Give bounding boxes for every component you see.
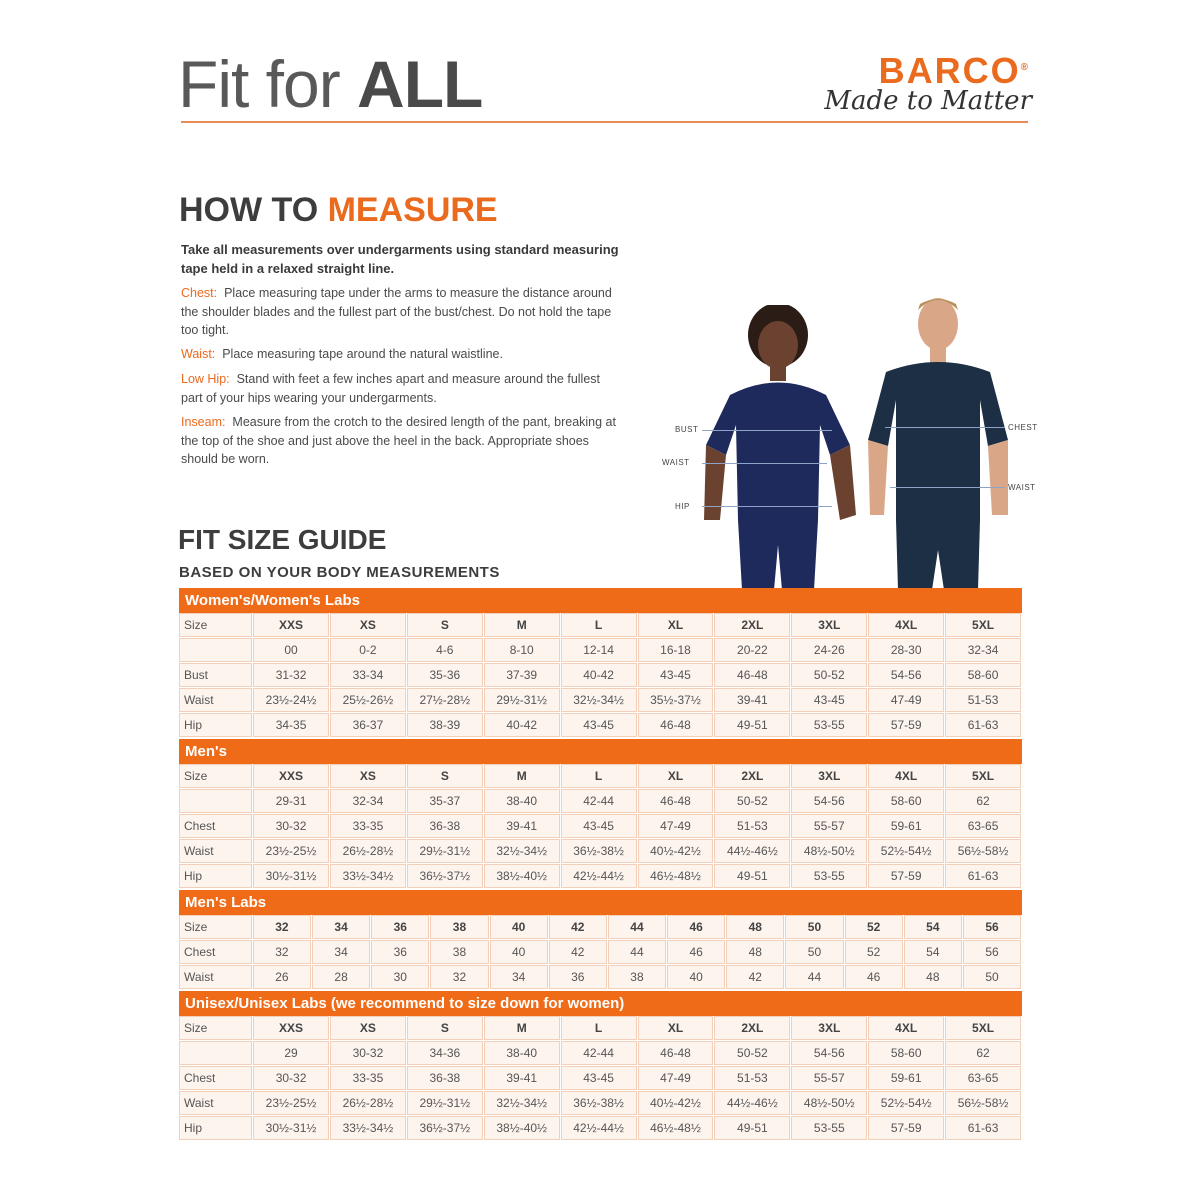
table-cell: 29½-31½ [484, 688, 560, 712]
table-cell: 49-51 [714, 713, 790, 737]
table-cell: 50 [785, 940, 843, 964]
table-cell: S [407, 1016, 483, 1040]
chest-instruction [181, 284, 621, 340]
table-cell: 54-56 [791, 1041, 867, 1065]
table-cell: 58-60 [945, 663, 1021, 687]
instruction-text: Stand with feet a few inches apart and measure around the fullest part of your hips wearing your undergarments. [181, 372, 601, 405]
table-cell: 53-55 [791, 713, 867, 737]
table-cell: 63-65 [945, 1066, 1021, 1090]
table-cell: 4-6 [407, 638, 483, 662]
title-divider [181, 121, 1028, 123]
table-cell: 61-63 [945, 864, 1021, 888]
table-cell: 42½-44½ [561, 864, 637, 888]
table-cell: 48 [726, 915, 784, 939]
waist-guide-line-left [702, 463, 827, 464]
table-cell: M [484, 764, 560, 788]
table-cell: 12-14 [561, 638, 637, 662]
heading-plain: HOW TO [179, 191, 319, 229]
table-row [179, 1041, 1022, 1066]
waist-instruction [181, 345, 621, 364]
table-cell: 61-63 [945, 1116, 1021, 1140]
table-cell: 44 [608, 915, 666, 939]
table-cell: XL [638, 613, 714, 637]
table-cell: 30½-31½ [253, 864, 329, 888]
table-cell: 34-35 [253, 713, 329, 737]
table-cell: 34 [312, 915, 370, 939]
table-cell: 38½-40½ [484, 864, 560, 888]
table-cell: 33-35 [330, 1066, 406, 1090]
table-cell: 39-41 [484, 1066, 560, 1090]
instruction-label: Low Hip: [181, 372, 230, 386]
row-label: Chest [179, 1066, 252, 1090]
row-label: Size [179, 764, 252, 788]
table-cell: 58-60 [868, 789, 944, 813]
table-cell: S [407, 764, 483, 788]
table-cell: 42 [549, 915, 607, 939]
row-label: Size [179, 1016, 252, 1040]
table-row [179, 839, 1022, 864]
table-cell: 24-26 [791, 638, 867, 662]
registered-mark: ® [1020, 62, 1030, 73]
table-cell: 52½-54½ [868, 839, 944, 863]
table-cell: 46-48 [714, 663, 790, 687]
table-cell: XS [330, 1016, 406, 1040]
table-cell: 54-56 [868, 663, 944, 687]
row-label: Bust [179, 663, 252, 687]
table-cell: 46-48 [638, 1041, 714, 1065]
size-section [179, 588, 1022, 738]
table-cell: 32½-34½ [484, 1091, 560, 1115]
table-cell: 53-55 [791, 1116, 867, 1140]
table-cell: XS [330, 613, 406, 637]
table-cell: 59-61 [868, 814, 944, 838]
table-cell: 48 [726, 940, 784, 964]
table-cell: 39-41 [484, 814, 560, 838]
woman-model-illustration [690, 305, 860, 590]
table-cell: 48½-50½ [791, 1091, 867, 1115]
table-cell: 2XL [714, 613, 790, 637]
table-cell: 00 [253, 638, 329, 662]
table-cell: 3XL [791, 764, 867, 788]
man-model-illustration [850, 290, 1020, 590]
section-header: Men's Labs [179, 890, 1022, 915]
waist-label-right: WAIST [1008, 483, 1036, 492]
table-cell: 30-32 [253, 1066, 329, 1090]
table-cell: 46 [667, 915, 725, 939]
table-cell: 54 [904, 940, 962, 964]
instruction-text: Measure from the crotch to the desired length of the pant, breaking at the top of the shoe and just above the heel in the back. Appropriate shoes should be worn. [181, 415, 616, 466]
table-row [179, 965, 1022, 990]
table-cell: 34-36 [407, 1041, 483, 1065]
table-cell: 32½-34½ [484, 839, 560, 863]
model-figures [650, 285, 1050, 590]
table-cell: 61-63 [945, 713, 1021, 737]
table-cell: 63-65 [945, 814, 1021, 838]
table-cell: 62 [945, 789, 1021, 813]
low-hip-instruction [181, 370, 621, 407]
table-cell: 44 [608, 940, 666, 964]
table-cell: 46-48 [638, 789, 714, 813]
table-cell: L [561, 764, 637, 788]
title-light: Fit for [178, 47, 340, 121]
table-cell: 52½-54½ [868, 1091, 944, 1115]
row-label: Chest [179, 814, 252, 838]
table-cell: 56 [963, 940, 1021, 964]
size-section [179, 991, 1022, 1141]
title-bold: ALL [357, 47, 483, 121]
table-cell: 36-38 [407, 1066, 483, 1090]
table-cell: 4XL [868, 1016, 944, 1040]
row-label: Size [179, 915, 252, 939]
table-cell: 36 [371, 915, 429, 939]
row-label [179, 1041, 252, 1065]
table-cell: 51-53 [714, 1066, 790, 1090]
table-cell: 43-45 [561, 814, 637, 838]
table-cell: 57-59 [868, 864, 944, 888]
table-cell: 56½-58½ [945, 1091, 1021, 1115]
table-cell: 25½-26½ [330, 688, 406, 712]
table-cell: 56½-58½ [945, 839, 1021, 863]
table-row [179, 764, 1022, 789]
table-cell: XXS [253, 1016, 329, 1040]
table-cell: M [484, 1016, 560, 1040]
measure-intro: Take all measurements over undergarments using standard measuring tape held in a relaxed straight line. [181, 242, 619, 276]
table-cell: 44½-46½ [714, 839, 790, 863]
hip-label: HIP [675, 502, 690, 511]
fit-size-guide-heading: FIT SIZE GUIDE [178, 524, 387, 555]
table-cell: 47-49 [638, 1066, 714, 1090]
instruction-text: Place measuring tape under the arms to measure the distance around the shoulder blades and the fullest part of the bust/chest. Do not hold the tape too tight. [181, 286, 612, 337]
table-cell: 49-51 [714, 1116, 790, 1140]
table-cell: 43-45 [791, 688, 867, 712]
table-cell: 51-53 [714, 814, 790, 838]
table-cell: 3XL [791, 1016, 867, 1040]
table-cell: 32 [253, 940, 311, 964]
table-cell: 2XL [714, 1016, 790, 1040]
table-cell: 23½-25½ [253, 1091, 329, 1115]
table-cell: 38½-40½ [484, 1116, 560, 1140]
table-cell: 34 [312, 940, 370, 964]
row-label: Chest [179, 940, 252, 964]
table-row [179, 638, 1022, 663]
table-cell: 54 [904, 915, 962, 939]
size-guide-table [179, 588, 1022, 1142]
table-cell: 27½-28½ [407, 688, 483, 712]
row-label: Hip [179, 713, 252, 737]
table-cell: 36½-37½ [407, 864, 483, 888]
table-cell: 42 [549, 940, 607, 964]
table-cell: 47-49 [868, 688, 944, 712]
chest-label: CHEST [1008, 423, 1038, 432]
table-cell: 40-42 [561, 663, 637, 687]
table-cell: 33-34 [330, 663, 406, 687]
table-cell: 28 [312, 965, 370, 989]
table-cell: 46½-48½ [638, 1116, 714, 1140]
how-to-measure-heading [179, 190, 498, 230]
table-row [179, 1116, 1022, 1141]
table-cell: 36 [549, 965, 607, 989]
table-cell: 4XL [868, 764, 944, 788]
brand-logo-word: BARCO [878, 50, 1021, 91]
waist-label-left: WAIST [662, 458, 690, 467]
section-header: Women's/Women's Labs [179, 588, 1022, 613]
table-cell: 44½-46½ [714, 1091, 790, 1115]
table-cell: 40 [490, 940, 548, 964]
table-cell: 38-40 [484, 789, 560, 813]
table-cell: 5XL [945, 613, 1021, 637]
table-cell: 38 [608, 965, 666, 989]
table-cell: 48½-50½ [791, 839, 867, 863]
table-cell: 55-57 [791, 814, 867, 838]
brand-tagline: Made to Matter [824, 86, 1032, 116]
table-cell: 40 [490, 915, 548, 939]
table-cell: 43-45 [561, 713, 637, 737]
row-label: Hip [179, 864, 252, 888]
table-cell: XL [638, 1016, 714, 1040]
table-cell: 46 [667, 940, 725, 964]
table-cell: 29½-31½ [407, 839, 483, 863]
section-header: Unisex/Unisex Labs (we recommend to size down for women) [179, 991, 1022, 1016]
table-row [179, 713, 1022, 738]
table-cell: S [407, 613, 483, 637]
table-cell: 38 [430, 940, 488, 964]
table-cell: 40½-42½ [638, 1091, 714, 1115]
instruction-label: Chest: [181, 286, 218, 300]
table-row [179, 864, 1022, 889]
row-label: Hip [179, 1116, 252, 1140]
table-cell: 32-34 [945, 638, 1021, 662]
table-cell: 50 [963, 965, 1021, 989]
table-cell: 20-22 [714, 638, 790, 662]
instruction-text: Place measuring tape around the natural waistline. [222, 347, 503, 361]
table-cell: 35-36 [407, 663, 483, 687]
table-cell: 34 [490, 965, 548, 989]
table-cell: 28-30 [868, 638, 944, 662]
table-cell: 40-42 [484, 713, 560, 737]
table-cell: 53-55 [791, 864, 867, 888]
table-cell: 5XL [945, 764, 1021, 788]
table-cell: 39-41 [714, 688, 790, 712]
table-cell: 16-18 [638, 638, 714, 662]
table-cell: 33-35 [330, 814, 406, 838]
chest-guide-line [885, 427, 1005, 428]
table-cell: 38-40 [484, 1041, 560, 1065]
table-cell: 38-39 [407, 713, 483, 737]
table-cell: 50 [785, 915, 843, 939]
table-cell: 0-2 [330, 638, 406, 662]
table-cell: 42½-44½ [561, 1116, 637, 1140]
table-cell: 30½-31½ [253, 1116, 329, 1140]
table-cell: 48 [904, 965, 962, 989]
row-label [179, 789, 252, 813]
table-cell: 29-31 [253, 789, 329, 813]
table-cell: 55-57 [791, 1066, 867, 1090]
size-section [179, 890, 1022, 990]
row-label: Waist [179, 839, 252, 863]
table-cell: 29 [253, 1041, 329, 1065]
table-cell: 30-32 [253, 814, 329, 838]
table-cell: 3XL [791, 613, 867, 637]
row-label: Size [179, 613, 252, 637]
table-cell: 58-60 [868, 1041, 944, 1065]
table-row [179, 663, 1022, 688]
table-cell: 54-56 [791, 789, 867, 813]
table-cell: 32½-34½ [561, 688, 637, 712]
table-cell: 5XL [945, 1016, 1021, 1040]
table-cell: 47-49 [638, 814, 714, 838]
table-cell: XL [638, 764, 714, 788]
table-cell: 31-32 [253, 663, 329, 687]
page-title [178, 48, 482, 120]
table-cell: 51-53 [945, 688, 1021, 712]
table-cell: 52 [845, 915, 903, 939]
table-cell: 50-52 [791, 663, 867, 687]
table-cell: 35-37 [407, 789, 483, 813]
table-cell: 43-45 [638, 663, 714, 687]
table-cell: 36-37 [330, 713, 406, 737]
table-cell: 26 [253, 965, 311, 989]
table-cell: M [484, 613, 560, 637]
table-cell: 42 [726, 965, 784, 989]
table-cell: 26½-28½ [330, 1091, 406, 1115]
table-cell: 36½-38½ [561, 1091, 637, 1115]
size-section [179, 739, 1022, 889]
table-row [179, 940, 1022, 965]
instruction-label: Inseam: [181, 415, 226, 429]
table-cell: 2XL [714, 764, 790, 788]
table-cell: 43-45 [561, 1066, 637, 1090]
table-cell: 32 [253, 915, 311, 939]
table-row [179, 1091, 1022, 1116]
table-cell: 57-59 [868, 1116, 944, 1140]
table-cell: 32-34 [330, 789, 406, 813]
table-cell: 46½-48½ [638, 864, 714, 888]
table-cell: 44 [785, 965, 843, 989]
table-row [179, 789, 1022, 814]
table-cell: 36-38 [407, 814, 483, 838]
bust-guide-line [702, 430, 832, 431]
table-cell: 37-39 [484, 663, 560, 687]
brand-logo [879, 50, 1030, 89]
table-row [179, 915, 1022, 940]
table-cell: 46-48 [638, 713, 714, 737]
table-cell: 42-44 [561, 1041, 637, 1065]
table-cell: 38 [430, 915, 488, 939]
table-cell: 52 [845, 940, 903, 964]
table-cell: 36½-37½ [407, 1116, 483, 1140]
table-cell: 46 [845, 965, 903, 989]
table-cell: L [561, 613, 637, 637]
table-cell: 56 [963, 915, 1021, 939]
table-cell: 26½-28½ [330, 839, 406, 863]
table-cell: 33½-34½ [330, 1116, 406, 1140]
table-cell: 30-32 [330, 1041, 406, 1065]
table-cell: 50-52 [714, 789, 790, 813]
table-row [179, 814, 1022, 839]
table-cell: 23½-25½ [253, 839, 329, 863]
table-row [179, 613, 1022, 638]
table-cell: 30 [371, 965, 429, 989]
table-cell: 62 [945, 1041, 1021, 1065]
table-cell: 42-44 [561, 789, 637, 813]
fit-size-guide-subtitle: BASED ON YOUR BODY MEASUREMENTS [179, 564, 500, 581]
table-cell: 32 [430, 965, 488, 989]
table-cell: 49-51 [714, 864, 790, 888]
table-cell: 4XL [868, 613, 944, 637]
hip-guide-line [702, 506, 832, 507]
row-label [179, 638, 252, 662]
table-cell: XS [330, 764, 406, 788]
inseam-instruction [181, 413, 621, 469]
table-cell: L [561, 1016, 637, 1040]
table-cell: 59-61 [868, 1066, 944, 1090]
table-cell: 36 [371, 940, 429, 964]
waist-guide-line-right [890, 487, 1005, 488]
section-header: Men's [179, 739, 1022, 764]
table-row [179, 688, 1022, 713]
table-cell: 33½-34½ [330, 864, 406, 888]
table-cell: 29½-31½ [407, 1091, 483, 1115]
bust-label: BUST [675, 425, 699, 434]
table-row [179, 1016, 1022, 1041]
instruction-label: Waist: [181, 347, 216, 361]
table-cell: XXS [253, 613, 329, 637]
table-cell: 40½-42½ [638, 839, 714, 863]
table-cell: 50-52 [714, 1041, 790, 1065]
table-cell: 35½-37½ [638, 688, 714, 712]
heading-accent: MEASURE [327, 191, 498, 229]
row-label: Waist [179, 965, 252, 989]
row-label: Waist [179, 1091, 252, 1115]
table-cell: 8-10 [484, 638, 560, 662]
table-cell: 23½-24½ [253, 688, 329, 712]
table-row [179, 1066, 1022, 1091]
table-cell: 40 [667, 965, 725, 989]
table-cell: 57-59 [868, 713, 944, 737]
table-cell: XXS [253, 764, 329, 788]
row-label: Waist [179, 688, 252, 712]
table-cell: 36½-38½ [561, 839, 637, 863]
